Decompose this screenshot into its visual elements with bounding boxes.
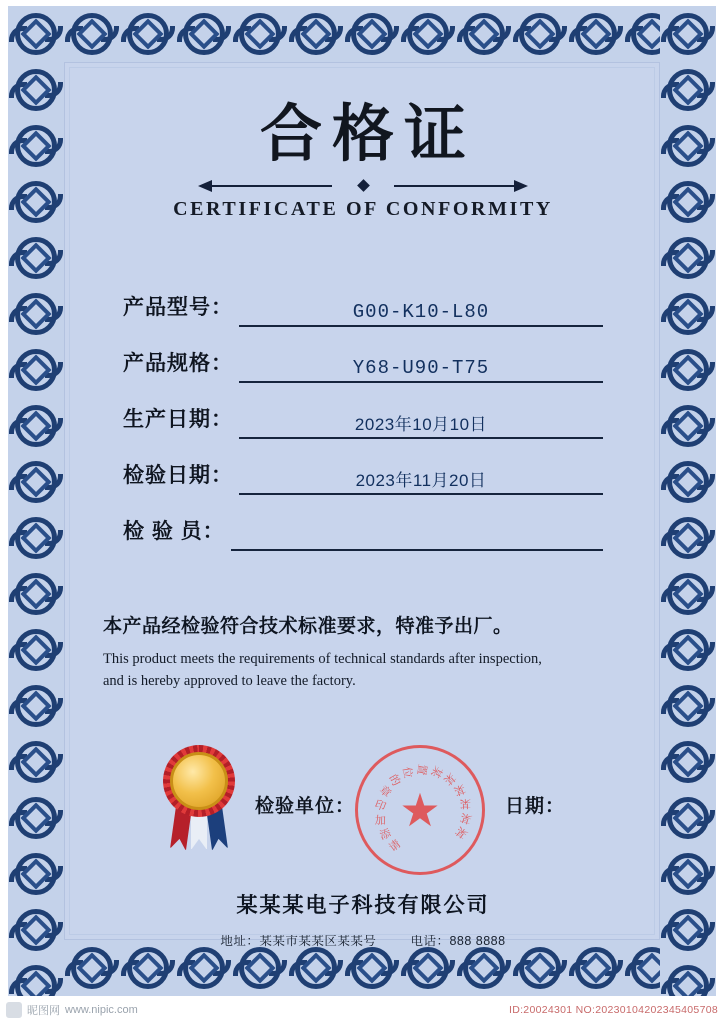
border-knot-icon: [232, 6, 288, 62]
border-knot-icon: [660, 902, 716, 958]
field-label: 产品型号：: [123, 296, 233, 319]
title-block: [65, 103, 661, 221]
border-knot-icon: [344, 6, 400, 62]
seal-char: 某: [459, 796, 471, 810]
field-label: 产品规格：: [123, 352, 233, 375]
statement-english-line2: and is hereby approved to leave the factory.: [103, 673, 356, 690]
site-name: 昵图网: [27, 1005, 60, 1017]
title-divider: [198, 180, 528, 192]
border-knot-icon: [8, 6, 64, 62]
seal-char: 某: [454, 823, 471, 841]
field-input[interactable]: [231, 521, 603, 551]
border-knot-icon: [660, 790, 716, 846]
seal-char: 加: [374, 814, 386, 828]
field-row: [123, 271, 603, 327]
field-row: [123, 439, 603, 495]
seal-char: 某: [441, 770, 458, 787]
border-knot-icon: [8, 958, 64, 996]
border-knot-icon: [660, 174, 716, 230]
border-knot-icon: [660, 6, 716, 62]
border-knot-icon: [660, 846, 716, 902]
border-knot-icon: [8, 510, 64, 566]
border-knot-icon: [8, 902, 64, 958]
border-knot-icon: [568, 6, 624, 62]
page-title: 合格证: [259, 101, 476, 169]
watermark-code: ID:20024301 NO:20230104202345405708: [508, 1004, 718, 1016]
ornamental-border: [8, 6, 716, 996]
seal-char: 印: [372, 798, 388, 814]
border-knot-icon: [8, 454, 64, 510]
border-knot-icon: [400, 6, 456, 62]
field-value: Y68-U90-T75: [352, 357, 490, 379]
border-knot-icon: [120, 6, 176, 62]
phone-value: 888 8888: [449, 934, 506, 948]
seal-char: 某: [428, 763, 445, 780]
seal-char: 某: [459, 810, 474, 826]
border-knot-icon: [8, 678, 64, 734]
border-knot-icon: [660, 286, 716, 342]
border-knot-icon: [660, 734, 716, 790]
watermark-left: [6, 1002, 138, 1018]
seal-char: 的: [386, 772, 403, 789]
divider-line-left: [212, 185, 332, 187]
border-knot-icon: [288, 6, 344, 62]
site-url: www.nipic.com: [65, 1004, 138, 1016]
signature-date-label: 日期：: [505, 796, 566, 817]
divider-tip-left: [198, 180, 212, 192]
seal-char: 某: [452, 781, 467, 797]
border-knot-icon: [660, 566, 716, 622]
watermark-bar: [0, 996, 724, 1024]
field-label: 检 验 员：: [123, 520, 225, 543]
field-value: G00-K10-L80: [352, 301, 490, 323]
field-row: [123, 383, 603, 439]
border-knot-icon: [456, 6, 512, 62]
seal-char: 请: [387, 838, 404, 855]
border-knot-icon: [8, 62, 64, 118]
border-knot-icon: [8, 566, 64, 622]
statement-block: [103, 611, 623, 693]
border-knot-icon: [660, 958, 716, 996]
border-knot-icon: [660, 62, 716, 118]
border-knot-icon: [660, 622, 716, 678]
field-value: 2023年10月10日: [354, 415, 488, 434]
divider-diamond-icon: [357, 179, 370, 192]
rosette-medal: [170, 752, 228, 810]
seal-char: 章: [376, 783, 394, 801]
border-knot-icon: [8, 622, 64, 678]
field-value: 2023年11月20日: [355, 471, 487, 490]
inspection-unit-label: 检验单位：: [255, 796, 356, 817]
award-rosette-icon: [157, 743, 241, 861]
border-knot-icon: [8, 174, 64, 230]
page-subtitle: CERTIFICATE OF CONFORMITY: [173, 198, 553, 221]
border-knot-icon: [8, 286, 64, 342]
border-knot-icon: [660, 230, 716, 286]
field-list: [123, 271, 603, 551]
field-row: [123, 495, 603, 551]
field-input[interactable]: [239, 465, 603, 495]
field-label: 检验日期：: [123, 464, 233, 487]
border-knot-icon: [8, 118, 64, 174]
border-knot-icon: [660, 454, 716, 510]
border-knot-icon: [8, 734, 64, 790]
site-logo-icon: [6, 1002, 22, 1018]
address-label: 地址：: [220, 934, 260, 948]
border-knot-icon: [8, 230, 64, 286]
company-name: 某某某电子科技有限公司: [236, 894, 490, 917]
field-input[interactable]: [239, 297, 603, 327]
divider-tip-right: [514, 180, 528, 192]
border-knot-icon: [8, 342, 64, 398]
border-knot-icon: [660, 510, 716, 566]
border-knot-icon: [64, 6, 120, 62]
border-knot-icon: [512, 6, 568, 62]
seal-char: 添: [378, 827, 393, 843]
border-knot-icon: [660, 678, 716, 734]
border-band-right: [660, 6, 716, 996]
field-input[interactable]: [239, 353, 603, 383]
border-knot-icon: [8, 846, 64, 902]
border-knot-icon: [8, 790, 64, 846]
border-knot-icon: [660, 118, 716, 174]
border-band-top: [8, 6, 716, 62]
seal-char: 位: [400, 766, 414, 780]
phone-label: 电话：: [410, 934, 450, 948]
statement-english: [103, 648, 623, 693]
statement-english-line1: This product meets the requirements of technical standards after inspection,: [103, 651, 542, 667]
company-seal-icon: 请 添 加 印 章 的 位 置 某 某 某 某 某 某 ★: [355, 745, 485, 875]
statement-chinese: 本产品经检验符合技术标准要求，特准予出厂。: [103, 616, 513, 637]
border-knot-icon: [660, 342, 716, 398]
footer-block: [65, 889, 661, 949]
border-knot-icon: [8, 398, 64, 454]
certificate-body: [64, 62, 660, 948]
field-label: 生产日期：: [123, 408, 233, 431]
seal-char: 置: [414, 763, 429, 777]
divider-line-right: [394, 185, 514, 187]
border-knot-icon: [660, 398, 716, 454]
border-band-left: [8, 6, 64, 996]
contact-line: [65, 931, 661, 949]
field-input[interactable]: [239, 409, 603, 439]
address-value: 某某市某某区某某号: [259, 934, 377, 948]
field-row: [123, 327, 603, 383]
border-knot-icon: [176, 6, 232, 62]
signature-block: [65, 739, 661, 879]
